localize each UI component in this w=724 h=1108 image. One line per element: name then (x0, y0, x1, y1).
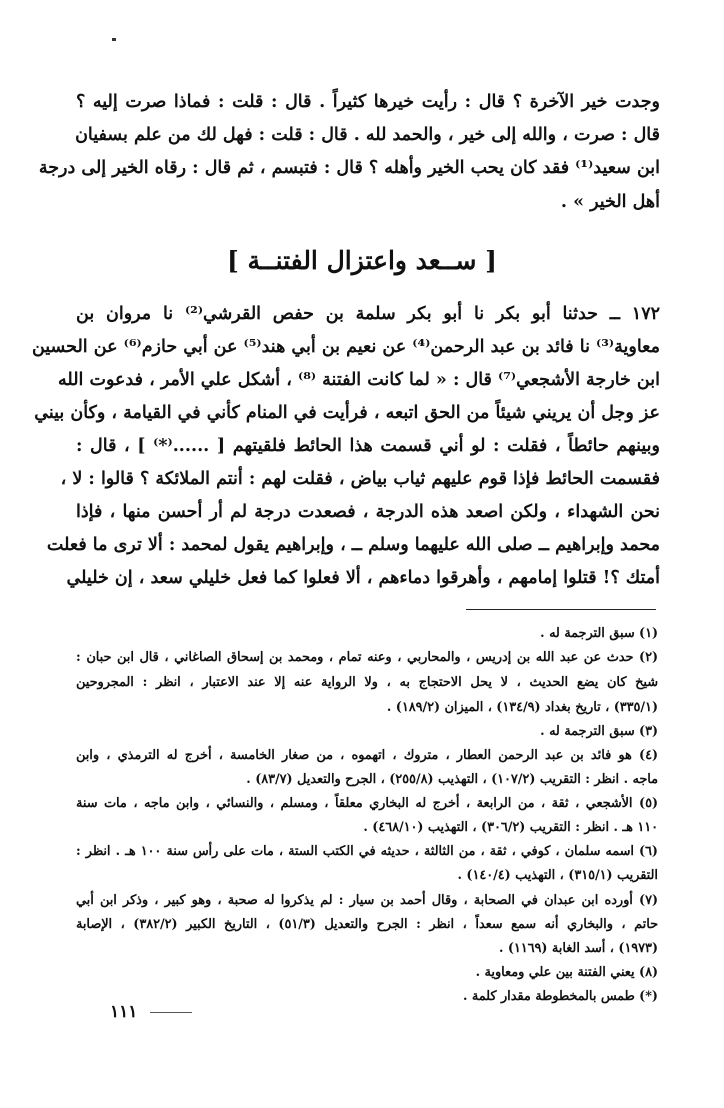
footnote-line: (٦) اسمه سلمان ، كوفي ، ثقة ، من الثالثة ، حديثه في الكتب الستة ، مات على رأس سنة ١٠٠ هـ . انظر : (76, 844, 658, 859)
margin-mark (112, 38, 116, 41)
footnote-line: ماجه . انظر : التقريب (١٠٧/٢) ، التهذيب (٢٥٥/٨) ، الجرح والتعديل (٨٣/٧) . (246, 772, 658, 787)
narration-line: وبينهم حائطاً ، فقلت : لو أني قسمت هذا الحائط فلقيتهم [ ......⁽*⁾ ] ، قال : (76, 436, 660, 456)
page-number: ١١١ (110, 1002, 138, 1022)
footnote-line: (*) طمس بالمخطوطة مقدار كلمة . (463, 989, 658, 1004)
footnote-line: (٤) هو فائد بن عبد الرحمن العطار ، متروك ، اتهموه ، من صغار الخامسة ، أخرج له الترمذي ، وابن (76, 748, 658, 763)
footnote-separator (466, 609, 656, 610)
footnote-line: (٣) سبق الترجمة له . (540, 724, 658, 739)
narration-line: عز وجل أن يريني شيئاً من الحق اتبعه ، فرأيت في المنام كأني في القيامة ، وكأن بيني (34, 403, 660, 423)
footnote-line: (٨) يعني الفتنة بين علي ومعاوية . (475, 965, 658, 980)
footnote-line: التقريب (٣١٥/١) ، التهذيب (١٤٠/٤) . (457, 868, 658, 883)
footnote-line: شيخ كان يضع الحديث ، لا يحل الاحتجاج به ، ولا الرواية عنه إلا عند الاعتبار ، انظر : المجروحين (76, 675, 658, 690)
main-text-line: ابن سعيد⁽¹⁾ فقد كان يحب الخير وأهله ؟ قال : فتبسم ، ثم قال : رقاه الخير إلى درجة (38, 158, 660, 178)
section-heading: [ ســعد واعتزال الفتنــة ] (227, 246, 497, 275)
footnote-line: ١١٠ هـ . انظر : التقريب (٣٠٦/٢) ، التهذيب (٤٦٨/١٠) . (363, 820, 658, 835)
page-number-rule (150, 1012, 192, 1013)
narration-line: فقسمت الحائط فإذا قوم عليهم ثياب بياض ، فقلت لهم : أنتم الملائكة ؟ قالوا : لا ، (60, 469, 660, 489)
narration-line: معاوية⁽³⁾ نا فائد بن عبد الرحمن⁽⁴⁾ عن نعيم بن أبي هند⁽⁵⁾ عن أبي حازم⁽⁶⁾ عن الحسين (31, 337, 660, 357)
footnote-line: (٥) الأشجعي ، ثقة ، من الرابعة ، أخرج له البخاري معلقاً ، ومسلم ، والنسائي ، وابن ماجه ، مات سنة (76, 796, 658, 811)
footnote-line: (١) سبق الترجمة له . (540, 626, 658, 641)
footnote-line: حاتم ، والبخاري أنه سمع سعداً ، انظر : الجرح والتعديل (٥١/٣) ، التاريخ الكبير (٣٨٢/٢) ، الإصابة (76, 917, 659, 932)
footnote-line: (٢) حدث عن عبد الله بن إدريس ، والمحاربي ، وعنه تمام ، ومحمد بن إسحاق الصاغاني ، قال ابن حبان : (76, 650, 658, 665)
main-text-line: أهل الخير » . (560, 192, 660, 212)
narration-line: أمتك ؟! قتلوا إمامهم ، وأهرقوا دماءهم ، ألا فعلوا كما فعل خليلي سعد ، إن خليلي (66, 568, 660, 588)
narration-line: نحن الشهداء ، ولكن اصعد هذه الدرجة ، فصعدت درجة لم أر أحسن منها ، فإذا (76, 502, 660, 522)
narration-line: محمد وإبراهيم ــ صلى الله عليهما وسلم ــ ، وإبراهيم يقول لمحمد : ألا ترى ما فعلت (46, 535, 660, 555)
narration-line: ١٧٢ ــ حدثنا أبو بكر نا أبو بكر سلمة بن حفص القرشي⁽²⁾ نا مروان بن (76, 304, 660, 324)
main-text-line: قال : صرت ، والله إلى خير ، والحمد لله . قال : قلت : فهل لك من علم بسفيان (75, 125, 660, 145)
footnote-line: (٣٣٥/١) ، تاريخ بغداد (١٣٤/٩) ، الميزان (١٨٩/٢) . (386, 700, 658, 715)
main-text-line: وجدت خير الآخرة ؟ قال : رأيت خيرها كثيراً . قال : قلت : فماذا صرت إليه ؟ (76, 92, 660, 112)
narration-line: ابن خارجة الأشجعي⁽⁷⁾ قال : « لما كانت الفتنة ⁽⁸⁾ ، أشكل علي الأمر ، فدعوت الله (58, 370, 660, 390)
footnote-line: (١٩٧٣) ، أسد الغابة (١١٦٩) . (498, 941, 658, 956)
footnote-line: (٧) أورده ابن عبدان في الصحابة ، وقال أحمد بن سيار : لم يذكروا له صحبة ، وهو كبير ، وذكر ابن أبي (76, 893, 658, 908)
